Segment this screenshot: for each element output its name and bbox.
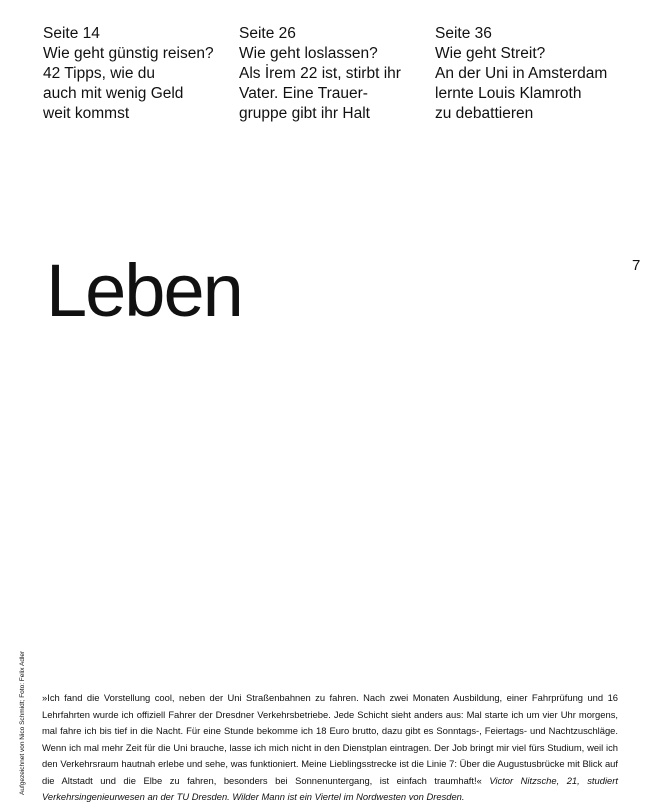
- teaser-page-ref: Seite 36: [435, 25, 492, 42]
- quote-block: [42, 690, 618, 806]
- teaser-text-line: zu debattieren: [435, 105, 534, 122]
- teaser-text-line: Vater. Eine Trauer-: [239, 85, 368, 102]
- quote-body: »Ich fand die Vorstellung cool, neben der Uni Straßenbahnen zu fahren. Nach zwei Monaten Ausbildung, einer Fahrprüfung und 16 Lehrfahrten wurde ich offiziell Fahrer der Dresdner Verkehrsbetriebe. Jede Schicht sieht anders aus: Mal starte ich um vier Uhr morgens, mal fahre ich bis tief in die Nacht. Für eine Stunde bekomme ich 18 Euro brutto, dazu gibt es Sonntags-, Feiertags- und Nachtzuschläge. Wenn ich mal mehr Zeit für die Uni brauche, lasse ich mich nicht in den Dienstplan eintragen. Der Job bringt mir viel fürs Studium, weil ich den Verkehrsraum hautnah erlebe und sehe, was funktioniert. Meine Lieblingsstrecke ist die Linie 7: Über die Augustusbrücke mit Blick auf die Altstadt und die Elbe zu fahren, besonders bei Sonnenuntergang, ist einfach traumhaft!«: [42, 692, 618, 786]
- page-number: 7: [632, 257, 641, 274]
- teaser-text-line: auch mit wenig Geld: [43, 85, 184, 102]
- teaser-seite-36[interactable]: [435, 24, 631, 124]
- teaser-seite-26[interactable]: [239, 24, 435, 124]
- photo-credit: Aufgezeichnet von Nico Schmidt; Foto: Felix Adler: [19, 650, 26, 795]
- teaser-text-line: Als İrem 22 ist, stirbt ihr: [239, 65, 401, 82]
- teaser-text-line: An der Uni in Amsterdam: [435, 65, 608, 82]
- teaser-seite-14[interactable]: [43, 24, 239, 124]
- teaser-text-line: weit kommst: [43, 105, 130, 122]
- teaser-text-line: gruppe gibt ihr Halt: [239, 105, 370, 122]
- section-title: Leben: [46, 248, 242, 332]
- teaser-text-line: lernte Louis Klamroth: [435, 85, 582, 102]
- teaser-headline: Wie geht Streit?: [435, 45, 546, 62]
- teaser-page-ref: Seite 14: [43, 25, 100, 42]
- teaser-page-ref: Seite 26: [239, 25, 296, 42]
- teaser-headline: Wie geht günstig reisen?: [43, 45, 214, 62]
- teaser-text-line: 42 Tipps, wie du: [43, 65, 156, 82]
- teaser-headline: Wie geht loslassen?: [239, 45, 378, 62]
- quote-attribution: Victor Nitzsche, 21, studiert Verkehrsingenieurwesen an der TU Dresden. Wilder Mann ist ein Viertel im Nordwesten von Dresden.: [42, 774, 618, 802]
